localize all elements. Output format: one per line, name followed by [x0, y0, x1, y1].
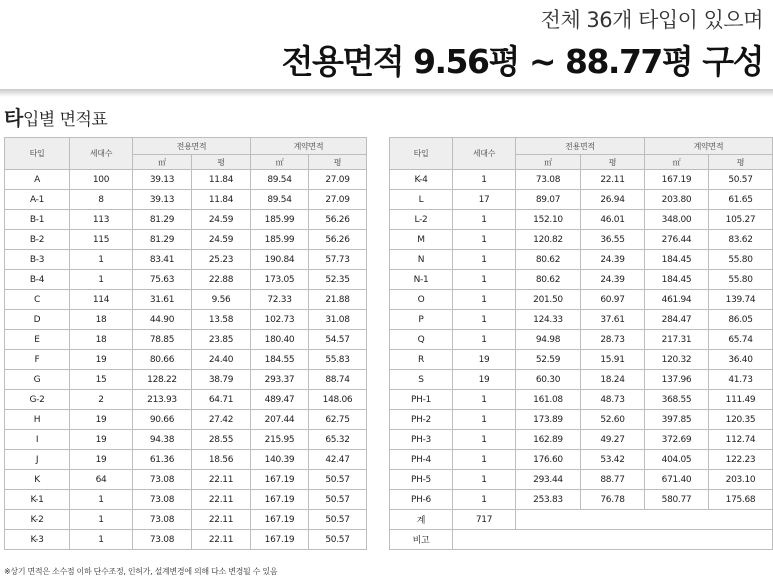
cell-contract-sqm: 185.99 [251, 230, 309, 250]
cell-exclusive-sqm: 83.41 [133, 250, 192, 270]
cell-exclusive-sqm: 173.89 [516, 410, 581, 430]
cell-type: N [390, 250, 453, 270]
cell-count: 1 [453, 450, 516, 470]
cell-count: 1 [453, 270, 516, 290]
cell-exclusive-sqm: 161.08 [516, 390, 581, 410]
cell-exclusive-pyeong: 52.60 [581, 410, 645, 430]
cell-contract-sqm: 404.05 [645, 450, 709, 470]
cell-contract-pyeong: 175.68 [709, 490, 773, 510]
table-row [5, 190, 367, 210]
cell-count: 114 [70, 290, 133, 310]
cell-count: 19 [453, 370, 516, 390]
cell-exclusive-pyeong: 24.59 [192, 230, 251, 250]
cell-exclusive-sqm: 73.08 [133, 530, 192, 550]
cell-contract-pyeong: 36.40 [709, 350, 773, 370]
table-row [5, 490, 367, 510]
col-header-pyeong: 평 [709, 155, 773, 170]
cell-exclusive-pyeong: 60.97 [581, 290, 645, 310]
section-title-rest: 입별 면적표 [22, 110, 108, 130]
cell-contract-sqm: 89.54 [251, 190, 309, 210]
cell-exclusive-sqm: 75.63 [133, 270, 192, 290]
cell-exclusive-sqm: 90.66 [133, 410, 192, 430]
cell-type: PH-5 [390, 470, 453, 490]
cell-contract-sqm: 276.44 [645, 230, 709, 250]
section-title-initial: 타 [4, 106, 23, 130]
cell-contract-pyeong: 50.57 [309, 510, 367, 530]
cell-contract-pyeong: 56.26 [309, 230, 367, 250]
col-header-count: 세대수 [453, 138, 516, 170]
cell-count: 113 [70, 210, 133, 230]
col-header-pyeong: 평 [309, 155, 367, 170]
cell-exclusive-pyeong: 25.23 [192, 250, 251, 270]
cell-contract-pyeong: 54.57 [309, 330, 367, 350]
cell-exclusive-pyeong: 46.01 [581, 210, 645, 230]
cell-count: 1 [453, 170, 516, 190]
cell-count: 18 [70, 330, 133, 350]
cell-contract-pyeong: 88.74 [309, 370, 367, 390]
cell-contract-pyeong: 105.27 [709, 210, 773, 230]
col-header-count: 세대수 [70, 138, 133, 170]
cell-exclusive-pyeong: 36.55 [581, 230, 645, 250]
cell-contract-sqm: 120.32 [645, 350, 709, 370]
cell-count: 1 [453, 210, 516, 230]
cell-exclusive-pyeong: 28.55 [192, 430, 251, 450]
cell-contract-sqm: 167.19 [251, 490, 309, 510]
total-value: 717 [453, 510, 516, 530]
table-row [390, 490, 773, 510]
cell-exclusive-pyeong: 24.39 [581, 250, 645, 270]
cell-contract-sqm: 184.55 [251, 350, 309, 370]
cell-count: 1 [453, 230, 516, 250]
cell-exclusive-pyeong: 22.11 [581, 170, 645, 190]
cell-exclusive-pyeong: 23.85 [192, 330, 251, 350]
cell-contract-pyeong: 120.35 [709, 410, 773, 430]
cell-contract-sqm: 137.96 [645, 370, 709, 390]
table-row [5, 470, 367, 490]
cell-type: K [5, 470, 70, 490]
header-divider [0, 89, 773, 97]
cell-exclusive-pyeong: 11.84 [192, 190, 251, 210]
table-row [390, 210, 773, 230]
table-row [390, 190, 773, 210]
table-row [5, 170, 367, 190]
cell-contract-sqm: 167.19 [251, 510, 309, 530]
cell-type: B-4 [5, 270, 70, 290]
cell-exclusive-sqm: 81.29 [133, 230, 192, 250]
table-row [390, 250, 773, 270]
cell-exclusive-sqm: 73.08 [516, 170, 581, 190]
cell-count: 1 [70, 510, 133, 530]
col-header-type: 타입 [390, 138, 453, 170]
total-empty-cell [516, 510, 773, 530]
cell-type: L [390, 190, 453, 210]
cell-type: O [390, 290, 453, 310]
cell-type: C [5, 290, 70, 310]
cell-exclusive-pyeong: 24.59 [192, 210, 251, 230]
cell-exclusive-pyeong: 24.39 [581, 270, 645, 290]
cell-count: 18 [70, 310, 133, 330]
cell-contract-sqm: 203.80 [645, 190, 709, 210]
cell-count: 19 [70, 450, 133, 470]
note-empty-cell [453, 530, 773, 550]
cell-exclusive-sqm: 124.33 [516, 310, 581, 330]
cell-contract-pyeong: 50.57 [309, 490, 367, 510]
col-header-sqm: ㎡ [645, 155, 709, 170]
cell-exclusive-pyeong: 64.71 [192, 390, 251, 410]
cell-count: 1 [453, 390, 516, 410]
table-row [5, 330, 367, 350]
cell-exclusive-sqm: 39.13 [133, 170, 192, 190]
cell-type: PH-6 [390, 490, 453, 510]
table-row [5, 370, 367, 390]
cell-contract-pyeong: 65.74 [709, 330, 773, 350]
table-row [5, 390, 367, 410]
cell-count: 1 [453, 330, 516, 350]
table-row [390, 330, 773, 350]
table-row [390, 430, 773, 450]
cell-contract-sqm: 167.19 [251, 530, 309, 550]
cell-contract-sqm: 580.77 [645, 490, 709, 510]
cell-count: 1 [453, 470, 516, 490]
cell-contract-sqm: 102.73 [251, 310, 309, 330]
cell-exclusive-sqm: 73.08 [133, 510, 192, 530]
area-table-right-body [390, 170, 773, 510]
cell-count: 1 [453, 310, 516, 330]
cell-exclusive-sqm: 39.13 [133, 190, 192, 210]
cell-contract-pyeong: 55.80 [709, 250, 773, 270]
cell-contract-pyeong: 139.74 [709, 290, 773, 310]
cell-exclusive-pyeong: 49.27 [581, 430, 645, 450]
cell-exclusive-sqm: 78.85 [133, 330, 192, 350]
cell-contract-pyeong: 42.47 [309, 450, 367, 470]
cell-count: 100 [70, 170, 133, 190]
cell-count: 19 [453, 350, 516, 370]
col-header-sqm: ㎡ [251, 155, 309, 170]
cell-type: PH-3 [390, 430, 453, 450]
cell-type: K-2 [5, 510, 70, 530]
cell-count: 19 [70, 350, 133, 370]
cell-type: R [390, 350, 453, 370]
area-table-left-body [5, 170, 367, 550]
cell-contract-sqm: 372.69 [645, 430, 709, 450]
table-row [390, 470, 773, 490]
cell-exclusive-sqm: 52.59 [516, 350, 581, 370]
cell-contract-sqm: 397.85 [645, 410, 709, 430]
table-row [5, 430, 367, 450]
table-row [390, 450, 773, 470]
table-row [390, 170, 773, 190]
cell-type: B-3 [5, 250, 70, 270]
cell-count: 1 [70, 530, 133, 550]
cell-contract-pyeong: 122.23 [709, 450, 773, 470]
cell-exclusive-pyeong: 13.58 [192, 310, 251, 330]
cell-type: B-1 [5, 210, 70, 230]
cell-contract-pyeong: 86.05 [709, 310, 773, 330]
cell-contract-sqm: 185.99 [251, 210, 309, 230]
cell-exclusive-pyeong: 24.40 [192, 350, 251, 370]
cell-exclusive-sqm: 152.10 [516, 210, 581, 230]
cell-count: 115 [70, 230, 133, 250]
cell-exclusive-sqm: 213.93 [133, 390, 192, 410]
col-header-contract: 계약면적 [645, 138, 773, 155]
cell-contract-pyeong: 65.32 [309, 430, 367, 450]
cell-contract-pyeong: 50.57 [309, 470, 367, 490]
cell-type: D [5, 310, 70, 330]
table-row [390, 310, 773, 330]
area-table-right [389, 137, 773, 550]
cell-count: 1 [453, 410, 516, 430]
cell-exclusive-pyeong: 18.56 [192, 450, 251, 470]
table-row [390, 370, 773, 390]
cell-exclusive-sqm: 80.62 [516, 270, 581, 290]
col-header-pyeong: 평 [192, 155, 251, 170]
cell-type: G-2 [5, 390, 70, 410]
cell-count: 1 [453, 490, 516, 510]
cell-type: M [390, 230, 453, 250]
cell-type: PH-2 [390, 410, 453, 430]
table-row [390, 290, 773, 310]
cell-contract-sqm: 284.47 [645, 310, 709, 330]
cell-contract-sqm: 190.84 [251, 250, 309, 270]
cell-exclusive-sqm: 61.36 [133, 450, 192, 470]
headline-summary: 전체 36개 타입이 있으며 [540, 8, 763, 32]
total-row [390, 510, 773, 530]
cell-exclusive-pyeong: 15.91 [581, 350, 645, 370]
cell-type: B-2 [5, 230, 70, 250]
table-row [390, 270, 773, 290]
cell-exclusive-sqm: 94.98 [516, 330, 581, 350]
cell-exclusive-pyeong: 18.24 [581, 370, 645, 390]
section-title [4, 102, 107, 131]
table-row [5, 510, 367, 530]
cell-contract-pyeong: 111.49 [709, 390, 773, 410]
cell-type: A-1 [5, 190, 70, 210]
cell-type: PH-4 [390, 450, 453, 470]
cell-contract-sqm: 173.05 [251, 270, 309, 290]
cell-contract-pyeong: 41.73 [709, 370, 773, 390]
table-row [390, 410, 773, 430]
cell-contract-sqm: 671.40 [645, 470, 709, 490]
cell-contract-pyeong: 27.09 [309, 170, 367, 190]
cell-type: G [5, 370, 70, 390]
cell-count: 19 [70, 430, 133, 450]
cell-contract-sqm: 461.94 [645, 290, 709, 310]
cell-contract-pyeong: 61.65 [709, 190, 773, 210]
cell-exclusive-pyeong: 28.73 [581, 330, 645, 350]
cell-exclusive-sqm: 293.44 [516, 470, 581, 490]
cell-contract-pyeong: 50.57 [309, 530, 367, 550]
note-label: 비고 [390, 530, 453, 550]
cell-exclusive-sqm: 80.66 [133, 350, 192, 370]
col-header-type: 타입 [5, 138, 70, 170]
cell-contract-pyeong: 83.62 [709, 230, 773, 250]
cell-exclusive-pyeong: 9.56 [192, 290, 251, 310]
col-header-exclusive: 전용면적 [516, 138, 645, 155]
cell-contract-sqm: 184.45 [645, 250, 709, 270]
table-row [5, 410, 367, 430]
cell-contract-sqm: 184.45 [645, 270, 709, 290]
cell-exclusive-sqm: 81.29 [133, 210, 192, 230]
table-row [5, 350, 367, 370]
cell-exclusive-pyeong: 48.73 [581, 390, 645, 410]
cell-contract-sqm: 368.55 [645, 390, 709, 410]
col-header-exclusive: 전용면적 [133, 138, 251, 155]
cell-type: E [5, 330, 70, 350]
cell-contract-pyeong: 112.74 [709, 430, 773, 450]
cell-contract-sqm: 180.40 [251, 330, 309, 350]
cell-contract-pyeong: 56.26 [309, 210, 367, 230]
cell-contract-sqm: 167.19 [251, 470, 309, 490]
cell-exclusive-sqm: 73.08 [133, 470, 192, 490]
cell-count: 17 [453, 190, 516, 210]
table-row [5, 210, 367, 230]
cell-exclusive-sqm: 128.22 [133, 370, 192, 390]
cell-exclusive-pyeong: 88.77 [581, 470, 645, 490]
cell-type: J [5, 450, 70, 470]
cell-count: 1 [70, 250, 133, 270]
cell-type: H [5, 410, 70, 430]
cell-contract-sqm: 348.00 [645, 210, 709, 230]
cell-exclusive-pyeong: 26.94 [581, 190, 645, 210]
cell-exclusive-pyeong: 22.11 [192, 530, 251, 550]
cell-type: K-3 [5, 530, 70, 550]
cell-exclusive-pyeong: 22.11 [192, 510, 251, 530]
cell-exclusive-sqm: 201.50 [516, 290, 581, 310]
cell-count: 64 [70, 470, 133, 490]
cell-exclusive-pyeong: 11.84 [192, 170, 251, 190]
cell-exclusive-sqm: 44.90 [133, 310, 192, 330]
cell-exclusive-sqm: 73.08 [133, 490, 192, 510]
cell-contract-sqm: 167.19 [645, 170, 709, 190]
col-header-sqm: ㎡ [516, 155, 581, 170]
cell-count: 1 [453, 290, 516, 310]
cell-count: 1 [70, 490, 133, 510]
cell-type: K-1 [5, 490, 70, 510]
cell-contract-sqm: 72.33 [251, 290, 309, 310]
table-row [5, 230, 367, 250]
cell-contract-pyeong: 62.75 [309, 410, 367, 430]
footnote: ※상기 면적은 소수점 이하 단수조정, 인허가, 설계변경에 의해 다소 변경될 수 있음 [4, 567, 278, 576]
cell-exclusive-sqm: 80.62 [516, 250, 581, 270]
cell-exclusive-sqm: 176.60 [516, 450, 581, 470]
table-row [5, 270, 367, 290]
cell-contract-pyeong: 21.88 [309, 290, 367, 310]
cell-exclusive-sqm: 94.38 [133, 430, 192, 450]
cell-exclusive-pyeong: 37.61 [581, 310, 645, 330]
table-row [390, 350, 773, 370]
cell-exclusive-sqm: 31.61 [133, 290, 192, 310]
cell-exclusive-sqm: 253.83 [516, 490, 581, 510]
cell-type: S [390, 370, 453, 390]
table-row [5, 530, 367, 550]
cell-type: K-4 [390, 170, 453, 190]
cell-contract-sqm: 140.39 [251, 450, 309, 470]
cell-exclusive-sqm: 120.82 [516, 230, 581, 250]
cell-contract-pyeong: 27.09 [309, 190, 367, 210]
col-header-sqm: ㎡ [133, 155, 192, 170]
col-header-pyeong: 평 [581, 155, 645, 170]
cell-type: F [5, 350, 70, 370]
cell-type: P [390, 310, 453, 330]
cell-count: 15 [70, 370, 133, 390]
cell-contract-pyeong: 148.06 [309, 390, 367, 410]
cell-exclusive-pyeong: 22.11 [192, 470, 251, 490]
table-row [5, 290, 367, 310]
table-row [390, 230, 773, 250]
table-row [5, 450, 367, 470]
cell-contract-pyeong: 57.73 [309, 250, 367, 270]
cell-exclusive-pyeong: 22.11 [192, 490, 251, 510]
cell-contract-sqm: 89.54 [251, 170, 309, 190]
cell-count: 19 [70, 410, 133, 430]
cell-exclusive-pyeong: 53.42 [581, 450, 645, 470]
cell-type: A [5, 170, 70, 190]
cell-contract-pyeong: 52.35 [309, 270, 367, 290]
cell-type: L-2 [390, 210, 453, 230]
cell-contract-sqm: 207.44 [251, 410, 309, 430]
cell-contract-sqm: 215.95 [251, 430, 309, 450]
cell-exclusive-pyeong: 27.42 [192, 410, 251, 430]
cell-type: Q [390, 330, 453, 350]
cell-contract-pyeong: 55.80 [709, 270, 773, 290]
cell-count: 1 [70, 270, 133, 290]
cell-exclusive-pyeong: 76.78 [581, 490, 645, 510]
cell-count: 1 [453, 250, 516, 270]
area-table-left [4, 137, 367, 550]
cell-contract-sqm: 489.47 [251, 390, 309, 410]
cell-exclusive-sqm: 60.30 [516, 370, 581, 390]
cell-count: 8 [70, 190, 133, 210]
note-row [390, 530, 773, 550]
col-header-contract: 계약면적 [251, 138, 367, 155]
headline-area-range: 전용면적 9.56평 ~ 88.77평 구성 [281, 42, 763, 81]
table-row [390, 390, 773, 410]
cell-exclusive-pyeong: 38.79 [192, 370, 251, 390]
cell-count: 1 [453, 430, 516, 450]
cell-type: N-1 [390, 270, 453, 290]
cell-contract-pyeong: 50.57 [709, 170, 773, 190]
cell-count: 2 [70, 390, 133, 410]
cell-contract-sqm: 217.31 [645, 330, 709, 350]
cell-contract-pyeong: 55.83 [309, 350, 367, 370]
cell-exclusive-sqm: 89.07 [516, 190, 581, 210]
table-row [5, 310, 367, 330]
cell-contract-sqm: 293.37 [251, 370, 309, 390]
cell-type: PH-1 [390, 390, 453, 410]
cell-type: I [5, 430, 70, 450]
cell-exclusive-sqm: 162.89 [516, 430, 581, 450]
table-row [5, 250, 367, 270]
cell-contract-pyeong: 203.10 [709, 470, 773, 490]
total-label: 계 [390, 510, 453, 530]
cell-exclusive-pyeong: 22.88 [192, 270, 251, 290]
cell-contract-pyeong: 31.08 [309, 310, 367, 330]
